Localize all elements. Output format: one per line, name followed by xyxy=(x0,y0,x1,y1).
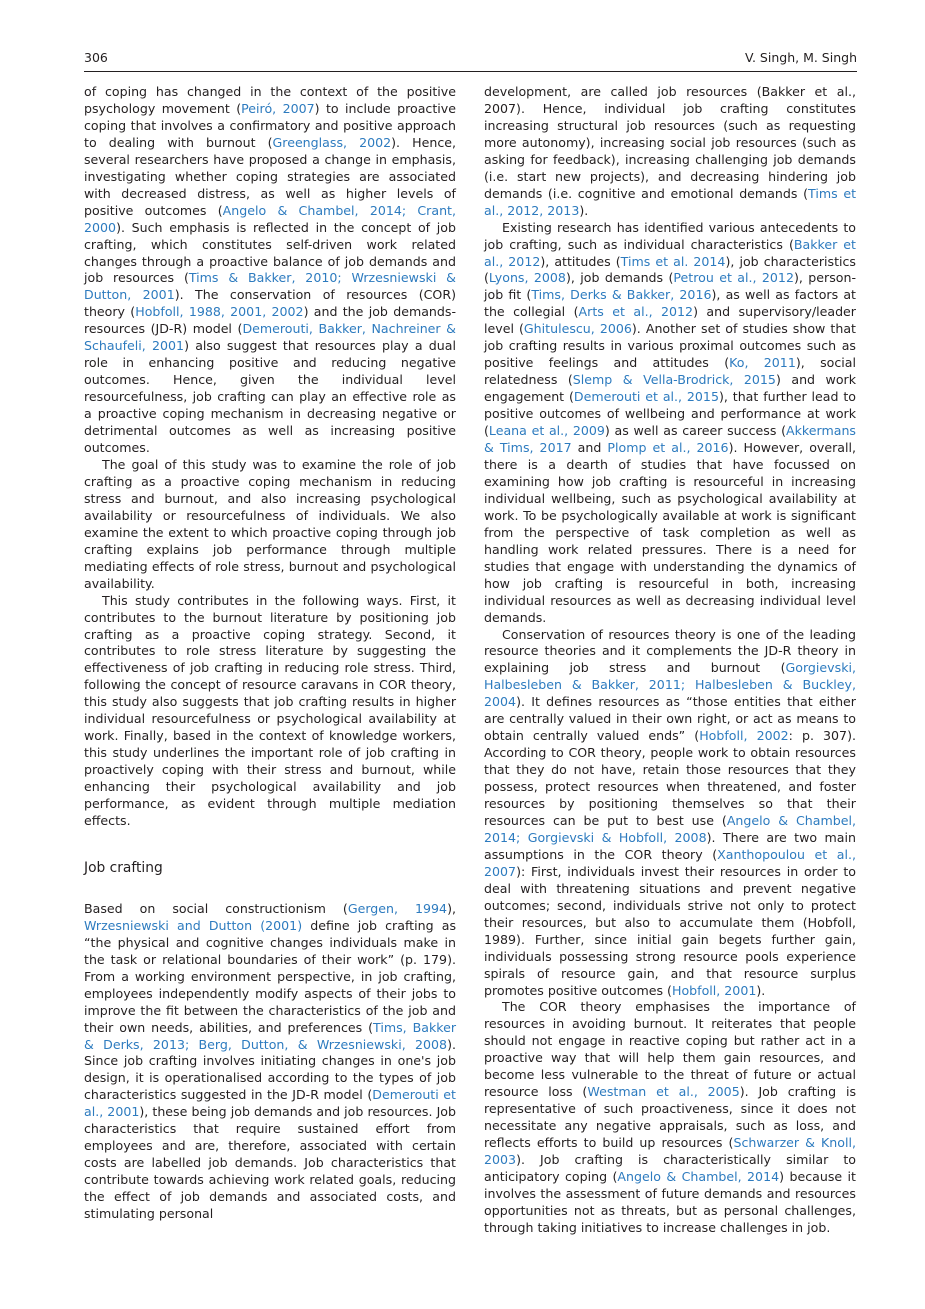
citation-link[interactable]: Ghitulescu, 2006 xyxy=(523,321,632,337)
text-run: ) as well as career success ( xyxy=(604,423,786,439)
text-run: ). xyxy=(579,202,589,218)
citation-link[interactable]: Schwarzer & Knoll, 2003 xyxy=(484,1135,856,1168)
citation-link[interactable]: Tims & Bakker, 2010; Wrzesniewski & Dutton, 2001 xyxy=(84,270,456,303)
citation-link[interactable]: Angelo & Chambel, 2014 xyxy=(617,1169,780,1184)
text-run: ). Job crafting is representative of such proactiveness, since it does not necessitate any negative appraisals, such as loss, and reflects efforts to build up resources ( xyxy=(484,1084,857,1151)
citation-link[interactable]: Peiró, 2007 xyxy=(241,100,315,116)
citation-link[interactable]: Angelo & Chambel, 2014; Crant, 2000 xyxy=(84,202,456,235)
text-run: ), person-job fit ( xyxy=(484,270,856,303)
text-run: and xyxy=(571,440,608,456)
citation-link[interactable]: Wrzesniewski and Dutton (2001) xyxy=(84,917,303,933)
citation-link[interactable]: Demerouti et al., 2001 xyxy=(84,1087,456,1120)
text-run: This study contributes in the following ways. First, it contributes to the burnout literature by positioning job crafting as a proactive coping strategy. Second, it contributes to role stress literature by suggesting the effectiveness of job crafting in reducing role stress. Third, following the concept of resource caravans in COR theory, this study also suggests that job crafting results in higher individual resourcefulness or psychological availability at work. Finally, based in the context of knowledge workers, this study underlines the important role of job crafting in proactively coping with their stress and burnout, while enhancing their psychological availability and job performance, as evident through multiple mediation effects. xyxy=(84,592,456,828)
paragraph xyxy=(484,627,856,1000)
text-run: ), attitudes ( xyxy=(540,253,621,269)
citation-link[interactable]: Westman et al., 2005 xyxy=(587,1084,740,1100)
paragraph xyxy=(84,457,456,593)
text-run: ) and work engagement ( xyxy=(484,372,856,405)
text-run: Based on social constructionism ( xyxy=(84,900,348,916)
text-run: ), as well as factors at the collegial ( xyxy=(484,287,856,320)
running-authors: V. Singh, M. Singh xyxy=(745,50,857,65)
citation-link[interactable]: Gorgievski, Halbesleben & Bakker, 2011; Halbesleben & Buckley, 2004 xyxy=(484,660,856,710)
citation-link[interactable]: Leana et al., 2009 xyxy=(488,423,605,439)
text-run: of coping has changed in the context of the positive psychology movement ( xyxy=(84,84,456,116)
text-run: ), job characteristics ( xyxy=(484,253,856,286)
citation-link[interactable]: Petrou et al., 2012 xyxy=(673,270,794,286)
text-run: The goal of this study was to examine the role of job crafting as a proactive coping mechanism in reducing stress and burnout, and also increasing psychological availability or resourcefulness of individuals. We also examine the extent to which proactive coping through job crafting explains job performance through multiple mediating effects of role stress, burnout and psychological availability. xyxy=(84,456,456,591)
citation-link[interactable]: Arts et al., 2012 xyxy=(578,304,694,320)
text-run: ) also suggest that resources play a dual role in enhancing positive and reducing negative outcomes. Hence, given the individual level resourcefulness, job crafting can play an effective role as a proactive coping mechanism in decreasing negative or detrimental outcomes as well as increasing positive outcomes. xyxy=(84,338,456,456)
citation-link[interactable]: Greenglass, 2002 xyxy=(272,134,392,150)
running-header xyxy=(84,50,857,70)
paragraph xyxy=(84,901,456,1223)
citation-link[interactable]: Tims, Derks & Bakker, 2016 xyxy=(531,287,712,303)
paragraph xyxy=(84,593,456,830)
text-run: ), social relatedness ( xyxy=(484,355,856,388)
right-column xyxy=(484,84,856,1237)
citation-link[interactable]: Tims et al., 2012, 2013 xyxy=(484,185,857,218)
citation-link[interactable]: Demerouti et al., 2015 xyxy=(573,389,719,405)
text-run: ). Job crafting is characteristically similar to anticipatory coping ( xyxy=(484,1152,856,1184)
text-run: ). It defines resources as “those entities that either are centrally valued in their own right, or act as means to obtain centrally valued ends” ( xyxy=(484,694,856,744)
citation-link[interactable]: Tims, Bakker & Derks, 2013; Berg, Dutton, & Wrzesniewski, 2008 xyxy=(84,1019,457,1052)
citation-link[interactable]: Hobfoll, 2001 xyxy=(671,982,757,998)
text-run: development, are called job resources (Bakker et al., 2007). Hence, individual job crafting constitutes increasing structural job resources (such as requesting more autonomy), increasing social job resources (such as asking for feedback), increasing challenging job demands (i.e. start new projects), and decreasing hindering job demands (i.e. cognitive and emotional demands ( xyxy=(484,84,856,201)
text-run: ), that further lead to positive outcomes of wellbeing and performance at work ( xyxy=(484,389,856,439)
citation-link[interactable]: Plomp et al., 2016 xyxy=(607,440,729,456)
text-run: ): First, individuals invest their resources in order to deal with threatening situations and prevent negative outcomes; second, individuals strive not only to protect their resources, but also to accumulate them (Hobfoll, 1989). Further, since initial gain begets further gain, individuals possessing strong resource pools experience spirals of resource gain, and that resource surplus promotes positive outcomes ( xyxy=(484,863,856,998)
text-run: ), job demands ( xyxy=(565,270,674,286)
citation-link[interactable]: Tims et al. 2014 xyxy=(620,253,726,269)
citation-link[interactable]: Bakker et al., 2012 xyxy=(484,236,856,269)
text-run: Existing research has identified various antecedents to job crafting, such as individual characteristics ( xyxy=(484,219,856,252)
citation-link[interactable]: Ko, 2011 xyxy=(729,355,796,371)
text-run: : p. 307). According to COR theory, people work to obtain resources that they do not have, retain those resources that they possess, protect resources when threatened, and foster resources by positioning themselves so that their resources can be put to best use ( xyxy=(484,728,856,828)
page-number: 306 xyxy=(84,50,108,65)
citation-link[interactable]: Xanthopoulou et al., 2007 xyxy=(484,846,857,879)
paragraph xyxy=(484,220,856,627)
text-run: The COR theory emphasises the importance of resources in avoiding burnout. It reiterates that people should not engage in reactive coping but rather act in a proactive way that will help them gain resources, and become less vulnerable to the threat of future or actual resource loss ( xyxy=(484,999,856,1100)
citation-link[interactable]: Gergen, 1994 xyxy=(347,900,448,916)
citation-link[interactable]: Hobfoll, 2002 xyxy=(699,728,789,744)
text-run: ). Such emphasis is reflected in the concept of job crafting, which constitutes self-driven work related changes through a proactive balance of job demands and job resources ( xyxy=(84,219,456,286)
text-run: ). However, overall, there is a dearth of studies that have focussed on examining how job crafting is resourceful in increasing individual wellbeing, such as psychological availability at work. To be psychologically available at work is significant from the perspective of task completion as well as handling work related pressures. There is a need for studies that engage with understanding the dynamics of how job crafting is resourceful in both, increasing individual resources as well as decreasing individual level demands. xyxy=(484,440,856,625)
text-run: define job crafting as “the physical and cognitive changes individuals make in the task or relational boundaries of their work” (p. 179). From a working environment perspective, in job crafting, employees independently modify aspects of their jobs to improve the fit between the characteristics of the job and their own needs, abilities, and preferences ( xyxy=(84,917,457,1035)
text-run: ). Hence, several researchers have proposed a change in emphasis, investigating whether coping strategies are associated with decreased distress, as well as higher levels of positive outcomes ( xyxy=(84,134,457,218)
text-run: ), these being job demands and job resources. Job characteristics that require sustained effort from employees and are, therefore, associated with certain costs are labelled job demands. Job characteristics that contribute towards achieving work related goals, reducing the effect of job demands and associated costs, and stimulating personal xyxy=(84,1104,456,1222)
text-run: ). The conservation of resources (COR) theory ( xyxy=(84,287,456,320)
text-run: ). There are two main assumptions in the COR theory ( xyxy=(484,829,857,862)
citation-link[interactable]: Akkermans & Tims, 2017 xyxy=(484,423,856,456)
text-run: ) and the job demands-resources (JD-R) model ( xyxy=(84,304,457,337)
text-run: ). Another set of studies show that job crafting results in various proximal outcomes such as positive feelings and attitudes ( xyxy=(484,321,856,371)
citation-link[interactable]: Hobfoll, 1988, 2001, 2002 xyxy=(135,304,304,320)
text-run: ). Since job crafting involves initiating changes in one's job design, it is operationalised according to the types of job characteristics suggested in the JD-R model ( xyxy=(84,1036,456,1103)
citation-link[interactable]: Lyons, 2008 xyxy=(488,270,566,286)
text-run: ) because it involves the assessment of future demands and resources opportunities not as threats, but as personal challenges, through taking initiatives to increase challenges in job. xyxy=(484,1169,856,1235)
left-column xyxy=(84,84,456,1223)
section-heading: Job crafting xyxy=(84,859,163,876)
paragraph xyxy=(84,84,456,457)
paragraph xyxy=(484,84,856,220)
citation-link[interactable]: Demerouti, Bakker, Nachreiner & Schaufeli, 2001 xyxy=(84,321,457,354)
text-run: ) to include proactive coping that involves a confirmatory and positive approach to dealing with burnout ( xyxy=(84,100,456,150)
header-rule xyxy=(84,71,857,72)
text-run: ) and supervisory/leader level ( xyxy=(484,304,856,337)
citation-link[interactable]: Angelo & Chambel, 2014; Gorgievski & Hobfoll, 2008 xyxy=(484,812,857,845)
paragraph xyxy=(484,999,856,1236)
text-run: Conservation of resources theory is one of the leading resource theories and it complements the JD-R theory in explaining job stress and burnout ( xyxy=(484,626,856,676)
text-run: ). xyxy=(756,982,766,998)
citation-link[interactable]: Slemp & Vella-Brodrick, 2015 xyxy=(572,372,776,388)
text-run: ), xyxy=(447,900,456,916)
